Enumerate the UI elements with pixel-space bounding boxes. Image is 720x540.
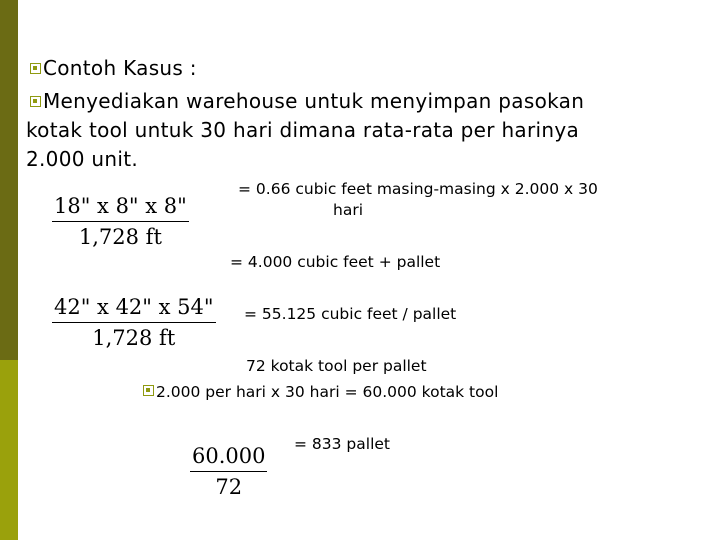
paragraph-line-3: 2.000 unit. <box>26 147 139 171</box>
result-pallet-cubic: = 55.125 cubic feet / pallet <box>244 305 457 323</box>
bullet-icon <box>30 63 41 74</box>
fraction-denominator: 1,728 ft <box>92 326 176 350</box>
fraction-numerator: 60.000 <box>190 444 267 472</box>
paragraph-text-1: Menyediakan warehouse untuk menyimpan pasokan <box>43 89 585 113</box>
left-accent-bar-top <box>0 0 18 360</box>
bullet-icon <box>30 96 41 107</box>
result-pallet-volume: = 4.000 cubic feet + pallet <box>230 253 441 271</box>
heading-text: Contoh Kasus : <box>43 56 197 80</box>
result-box-volume-line2: hari <box>333 201 364 219</box>
fraction-numerator: 18" x 8" x 8" <box>52 194 189 222</box>
result-pallet-count: = 833 pallet <box>294 435 390 453</box>
daily-total-text: 2.000 per hari x 30 hari = 60.000 kotak tool <box>156 383 499 401</box>
boxes-per-pallet: 72 kotak tool per pallet <box>246 357 427 375</box>
heading-line <box>30 56 197 80</box>
fraction-pallet-volume <box>52 295 216 350</box>
paragraph-line-1 <box>30 89 584 113</box>
daily-total-line <box>143 383 498 401</box>
bullet-icon <box>143 385 154 396</box>
fraction-denominator: 72 <box>215 475 243 499</box>
left-accent-bar-bottom <box>0 360 18 540</box>
fraction-pallet-count <box>190 444 267 499</box>
fraction-denominator: 1,728 ft <box>78 225 162 249</box>
paragraph-line-2: kotak tool untuk 30 hari dimana rata-rata per harinya <box>26 118 580 142</box>
fraction-numerator: 42" x 42" x 54" <box>52 295 216 323</box>
result-box-volume-line1: = 0.66 cubic feet masing-masing x 2.000 x 30 <box>238 180 598 198</box>
fraction-box-volume <box>52 194 189 249</box>
